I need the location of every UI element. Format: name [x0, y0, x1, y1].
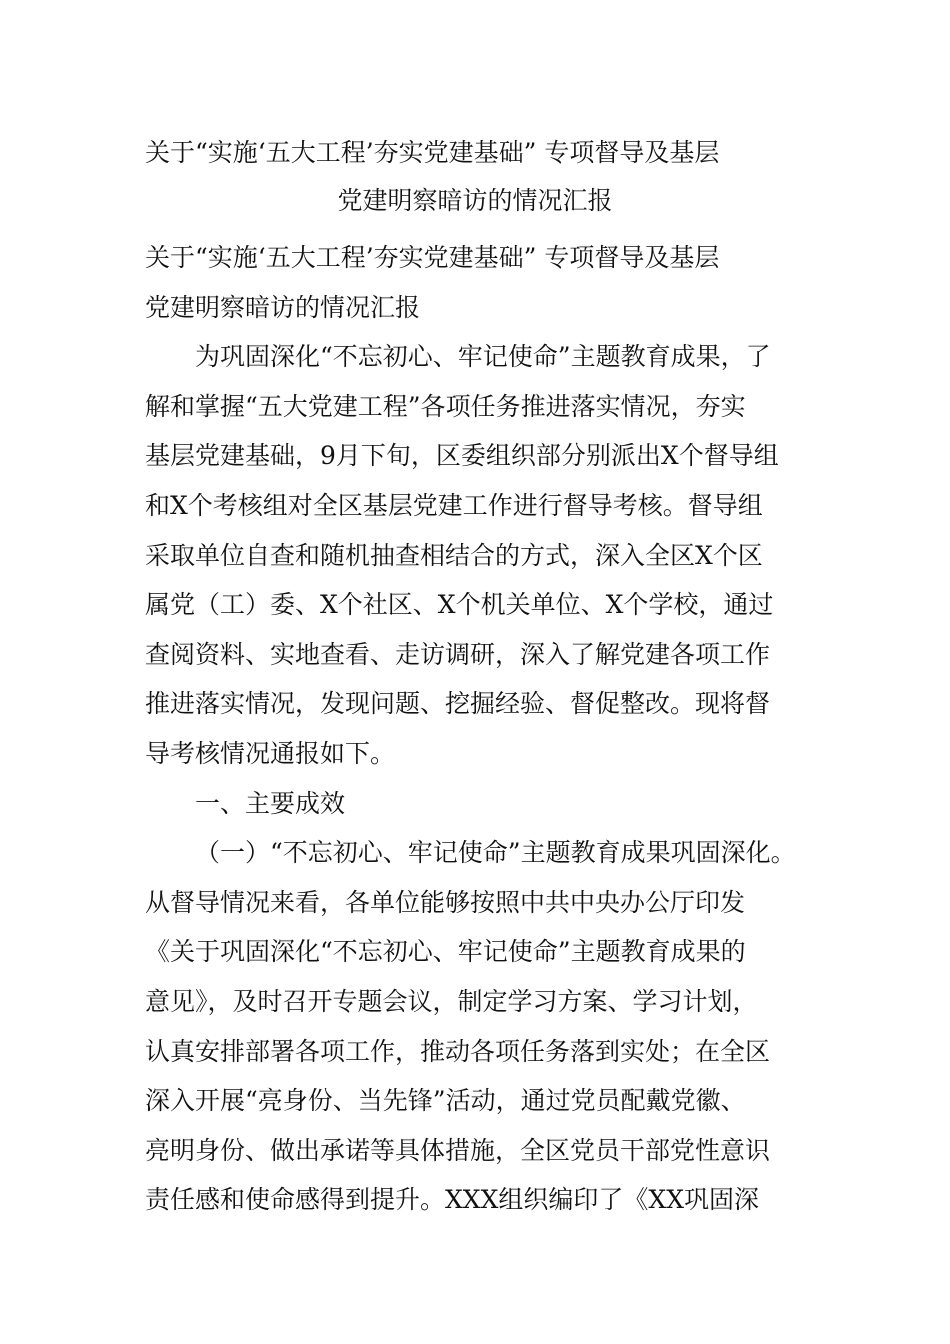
document-title-line-1: 关于“实施‘五大工程’夯实党建基础” 专项督导及基层	[145, 138, 720, 167]
paragraph-line: 从督导情况来看，各单位能够按照中共中央办公厅印发	[145, 887, 746, 917]
repeated-title	[145, 233, 810, 332]
paragraph-line: 责任感和使命感得到提升。XXX组织编印了《XX巩固深	[145, 1185, 759, 1215]
paragraph-line: 意见》，及时召开专题会议，制定学习方案、学习计划，	[145, 986, 758, 1016]
paragraph-line: 导考核情况通报如下。	[145, 738, 396, 768]
paragraph-line: 解和掌握“五大党建工程”各项任务推进落实情况，夯实	[145, 391, 746, 421]
section-heading: 一、主要成效	[195, 788, 346, 818]
paragraph-line: 《关于巩固深化“不忘初心、牢记使命”主题教育成果的	[145, 937, 746, 967]
paragraph-line: 基层党建基础，9月下旬，区委组织部分别派出X个督导组	[145, 441, 779, 471]
repeated-title-line-1: 关于“实施‘五大工程’夯实党建基础” 专项督导及基层	[145, 243, 720, 272]
paragraph-line: 查阅资料、实地查看、走访调研，深入了解党建各项工作	[145, 639, 771, 669]
paragraph-line: 推进落实情况，发现问题、挖掘经验、督促整改。现将督	[145, 689, 771, 719]
paragraph-line: 认真安排部署各项工作，推动各项任务落到实处；在全区	[145, 1036, 771, 1066]
paragraph-subsection-1	[145, 828, 810, 1225]
paragraph-line: （一）“不忘初心、牢记使命”主题教育成果巩固深化。	[195, 838, 796, 868]
repeated-title-line-2: 党建明察暗访的情况汇报	[145, 292, 421, 322]
paragraph-line: 为巩固深化“不忘初心、牢记使命”主题教育成果，了	[195, 342, 771, 372]
paragraph-line: 采取单位自查和随机抽查相结合的方式，深入全区X个区	[145, 540, 763, 570]
paragraph-line: 深入开展“亮身份、当先锋”活动，通过党员配戴党徽、	[145, 1086, 746, 1116]
paragraph-intro	[145, 332, 810, 778]
paragraph-line: 亮明身份、做出承诺等具体措施，全区党员干部党性意识	[145, 1135, 771, 1165]
paragraph-line: 属党（工）委、X个社区、X个机关单位、X个学校，通过	[145, 590, 774, 620]
document-body	[145, 233, 810, 1225]
paragraph-line: 和X个考核组对全区基层党建工作进行督导考核。督导组	[145, 490, 763, 520]
document-title-line-2: 党建明察暗访的情况汇报	[337, 186, 613, 215]
section-heading-main-results	[145, 779, 810, 829]
